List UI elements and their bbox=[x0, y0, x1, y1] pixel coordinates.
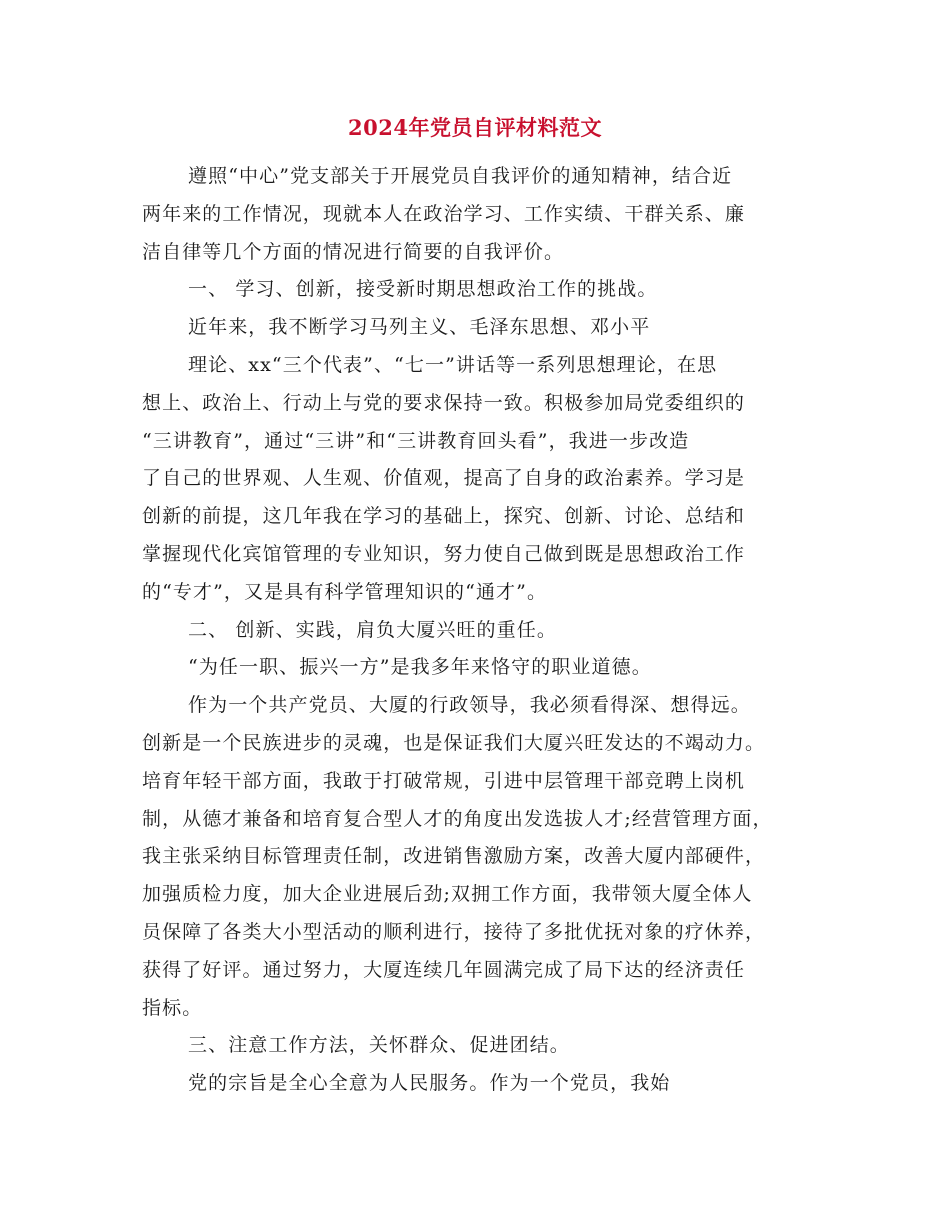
section-heading: 三、注意工作方法，关怀群众、促进团结。 bbox=[188, 1034, 570, 1057]
body-line: 近年来，我不断学习马列主义、毛泽东思想、邓小平 bbox=[188, 316, 651, 339]
body-line: 创新的前提，这几年我在学习的基础上，探究、创新、讨论、总结和 bbox=[142, 505, 746, 528]
body-line: 培育年轻干部方面，我敢于打破常规，引进中层管理干部竞聘上岗机 bbox=[142, 769, 746, 792]
body-line: 理论、xx“三个代表”、“七一”讲话等一系列思想理论，在思 bbox=[188, 353, 718, 376]
body-line: 想上、政治上、行动上与党的要求保持一致。积极参加局党委组织的 bbox=[142, 391, 746, 414]
body-line: 两年来的工作情况，现就本人在政治学习、工作实绩、干群关系、廉 bbox=[142, 202, 746, 225]
section-heading: 一、 学习、创新，接受新时期思想政治工作的挑战。 bbox=[188, 278, 658, 301]
body-line: 的“专才”，又是具有科学管理知识的“通才”。 bbox=[142, 580, 548, 603]
body-line: 遵照“中心”党支部关于开展党员自我评价的通知精神，结合近 bbox=[188, 165, 733, 187]
document-body bbox=[142, 158, 822, 1103]
body-line: “为任一职、振兴一方”是我多年来恪守的职业道德。 bbox=[188, 656, 652, 679]
body-line: 作为一个共产党员、大厦的行政领导，我必须看得深、想得远。 bbox=[188, 694, 751, 717]
body-line: 员保障了各类大小型活动的顺利进行，接待了多批优抚对象的疗休养， bbox=[142, 920, 766, 943]
body-line: 洁自律等几个方面的情况进行简要的自我评价。 bbox=[142, 240, 565, 263]
body-line: 制，从德才兼备和培育复合型人才的角度出发选拔人才;经营管理方面， bbox=[142, 807, 773, 830]
body-line: 党的宗旨是全心全意为人民服务。作为一个党员，我始 bbox=[188, 1072, 671, 1095]
body-line: 获得了好评。通过努力，大厦连续几年圆满完成了局下达的经济责任 bbox=[142, 958, 746, 981]
body-line: 了自己的世界观、人生观、价值观，提高了自身的政治素养。学习是 bbox=[142, 467, 746, 490]
body-line: 加强质检力度，加大企业进展后劲;双拥工作方面，我带领大厦全体人 bbox=[142, 883, 753, 906]
section-heading: 二、 创新、实践，肩负大厦兴旺的重任。 bbox=[188, 618, 557, 641]
body-line: 创新是一个民族进步的灵魂，也是保证我们大厦兴旺发达的不竭动力。 bbox=[142, 731, 766, 754]
document-title: 2024年党员自评材料范文 bbox=[348, 115, 602, 140]
body-line: 指标。 bbox=[142, 996, 203, 1019]
body-line: “三讲教育”，通过“三讲”和“三讲教育回头看”，我进一步改造 bbox=[142, 429, 690, 452]
body-line: 掌握现代化宾馆管理的专业知识，努力使自己做到既是思想政治工作 bbox=[142, 542, 746, 565]
body-line: 我主张采纳目标管理责任制，改进销售激励方案，改善大厦内部硬件， bbox=[142, 845, 766, 868]
